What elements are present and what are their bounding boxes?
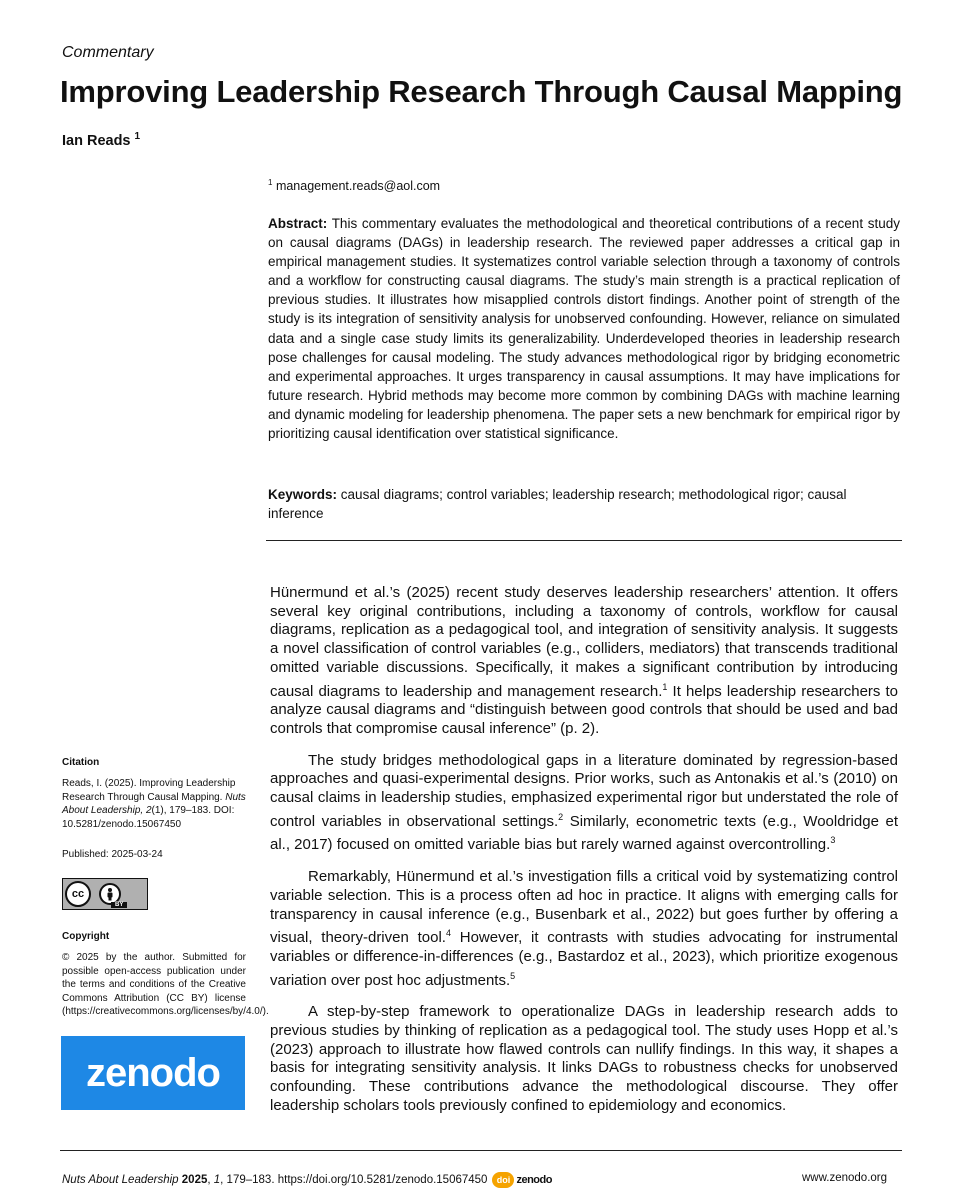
footer-divider — [60, 1150, 902, 1151]
paragraph-3-text-b: However, it contrasts with studies advocating for instrumental variables or difference-in-differences (e.g., Bastardoz et al., 2023), which prioritize exogenous variation over post hoc adjustments. — [270, 929, 898, 989]
paragraph-2-text-b: Similarly, econometric texts (e.g., Wooldridge et al., 2017) focused on omitted variable bias but rarely warned against overcontrolling. — [270, 812, 898, 854]
paragraph-1-text-b: It helps leadership researchers to analyze causal diagrams and “distinguish between good controls that should be used and bad controls that compromise causal inference” (p. 2). — [270, 682, 898, 737]
affiliation-mark: 1 — [268, 178, 273, 187]
footer-pages-doi[interactable]: , 179–183. https://doi.org/10.5281/zenodo.15067450 — [220, 1174, 488, 1186]
citation-heading: Citation — [62, 757, 100, 768]
footnote-ref-1: 1 — [662, 681, 668, 692]
keywords — [268, 485, 900, 523]
paragraph-2-text-a: The study bridges methodological gaps in a literature dominated by regression-based approaches and quasi-experimental designs. Prior works, such as Antonakis et al.’s (2010) on causal claims in leadership studies, emphasized experimental rigor but understated the role of control variables in observational settings. — [270, 751, 898, 830]
by-label: BY — [111, 902, 127, 908]
abstract-divider — [266, 540, 902, 541]
citation-text — [62, 777, 246, 831]
body-paragraph-2 — [270, 752, 898, 856]
footer-year: 2025 — [181, 1174, 208, 1186]
published-date: Published: 2025-03-24 — [62, 849, 163, 860]
citation-text-b: (1), 179–183. — [151, 805, 212, 817]
cc-by-license-badge[interactable] — [62, 878, 148, 910]
affiliation-email: management.reads@aol.com — [275, 179, 441, 194]
author-name — [62, 131, 140, 149]
footer-zenodo-logo: zenodo — [516, 1174, 552, 1186]
copyright-heading: Copyright — [62, 931, 110, 942]
zenodo-logo[interactable] — [61, 1036, 245, 1110]
abstract-label: Abstract: — [268, 216, 328, 231]
footer-citation: Nuts About Leadership 2025 , 1 , 179–183. https://doi.org/10.5281/zenodo.15067450 doi zenodo — [62, 1174, 552, 1186]
paragraph-3-text-a: Remarkably, Hünermund et al.’s investigation fills a critical void by systematizing control variable selection. This is a process often ad hoc in practice. It aligns with emerging calls for transparency in causal inference (e.g., Busenbark et al., 2022) but goes further by offering a visual, theory-driven tool. — [270, 868, 898, 947]
copyright-text: © 2025 by the author. Submitted for possible open-access publication under the terms and conditions of the Creative Commons Attribution (CC BY) license (https://creativecommons.org/licenses/by/4.0/). — [62, 952, 269, 1018]
keywords-label: Keywords: — [268, 487, 338, 502]
citation-text-a: Reads, I. (2025). Improving Leadership Research Through Causal Mapping. — [62, 778, 236, 803]
copyright-block — [62, 930, 269, 1018]
footnote-ref-5: 5 — [510, 970, 516, 981]
footnote-ref-3: 3 — [830, 835, 836, 846]
footnote-ref-2: 2 — [558, 811, 564, 822]
footnote-ref-4: 4 — [445, 928, 451, 939]
author-affiliation-mark: 1 — [134, 131, 141, 142]
section-label: Commentary — [62, 44, 154, 61]
affiliation — [268, 178, 440, 193]
keywords-text: causal diagrams; control variables; leadership research; methodological rigor; causal inference — [268, 487, 847, 522]
author-name-text: Ian Reads — [62, 132, 131, 149]
doi-icon: doi — [492, 1172, 514, 1188]
citation-journal: Nuts About Leadership, 2 — [62, 791, 246, 817]
body-paragraph-1 — [270, 584, 898, 739]
abstract — [268, 214, 900, 443]
footer-journal: Nuts About Leadership — [62, 1174, 179, 1186]
body-paragraph-3 — [270, 868, 898, 990]
citation-doi[interactable]: DOI: 10.5281/zenodo.15067450 — [62, 805, 235, 830]
cc-icon: cc — [65, 881, 91, 907]
paper-title: Improving Leadership Research Through Causal Mapping — [60, 74, 903, 109]
abstract-text: This commentary evaluates the methodological and theoretical contributions of a recent study on causal diagrams (DAGs) in leadership research. The reviewed paper addresses a critical gap in empirical management studies. It systematizes control variable selection through a taxonomy of controls and a workflow for constructing causal diagrams. The study’s main strength is a practical replication of previous studies. It illustrates how misapplied controls distort findings. Another point of strength of the study is its integration of sensitivity analysis for unobserved confounding. However, reliance on simulated data and a single case study limits its generalizability. Underdeveloped theories in leadership research pose challenges for causal modeling. The study advances methodological rigor by bridging econometric and experimental approaches. It urges transparency in causal assumptions. It may have implications for future research. Hybrid methods may become more common by combining DAGs with machine learning and dynamic modeling for leadership phenomena. The paper sets a new benchmark for empirical rigor by prioritizing causal identification over statistical significance. — [268, 216, 900, 442]
paragraph-1-text-a: Hünermund et al.’s (2025) recent study deserves leadership researchers’ attention. It offers several key original contributions, including a taxonomy of controls, workflow for causal diagrams, replication as a pedagogical tool, and integration of sensitivity analysis. It suggests a novel classification of control variables (e.g., colliders, mediators) that transcends traditional omitted variable discussions. Specifically, it makes a significant contribution by introducing causal diagrams to leadership and management research. — [270, 584, 898, 700]
footer-site-link[interactable]: www.zenodo.org — [802, 1172, 888, 1184]
citation-block — [62, 756, 246, 831]
zenodo-logo-text: zenodo — [86, 1050, 220, 1095]
footer-volume: 1 — [213, 1174, 221, 1186]
body-paragraph-4 — [270, 1003, 898, 1115]
body-text — [270, 584, 898, 1129]
paragraph-4-text: A step-by-step framework to operationalize DAGs in leadership research adds to previous studies by thinking of replication as a pedagogical tool. The study uses Hopp et al.’s (2023) approach to illustrate how flawed controls can nullify findings. In this way, it shapes a basis for integrating sensitivity analysis. It links DAGs to robustness checks for unobserved confounding. These contributions advance the methodological discourse. They offer leadership scholars tools previously confined to epidemiology and economics. — [270, 1003, 898, 1114]
